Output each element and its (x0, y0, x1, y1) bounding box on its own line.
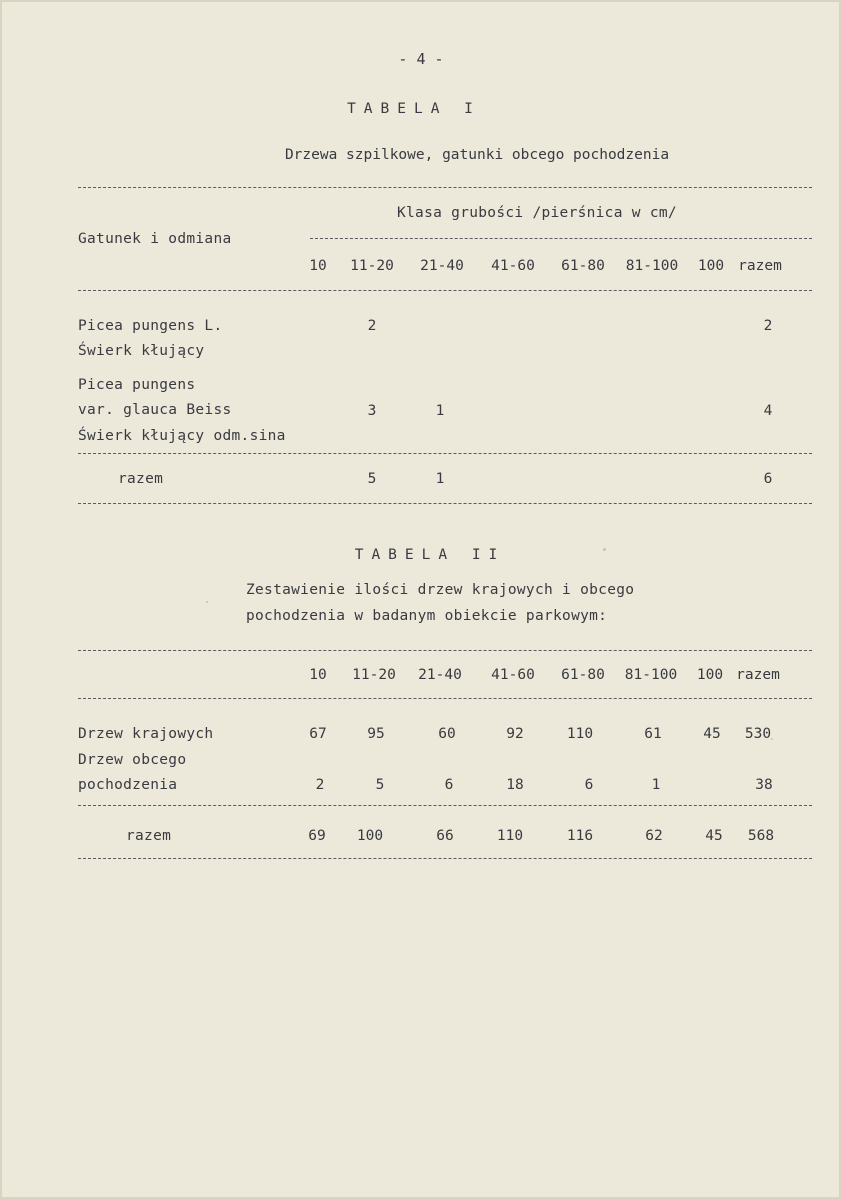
table2-cell: 1 (651, 777, 661, 793)
table1-rule-bottom (78, 503, 812, 504)
table1-total-label: razem (118, 471, 164, 487)
table2-cell: 18 (506, 777, 524, 793)
paper-speck (771, 738, 773, 740)
table2-cell: 92 (506, 726, 524, 742)
table1-row-label: Świerk kłujący (78, 343, 205, 359)
table1-cell: 4 (763, 403, 773, 419)
table2-cell: 67 (309, 726, 327, 742)
table2-total-cell: 116 (566, 828, 594, 844)
table1-total-cell: 1 (435, 471, 445, 487)
table2-total-cell: 45 (705, 828, 723, 844)
table2-row-label: Drzew obcego (78, 752, 187, 768)
table2-cell: 5 (375, 777, 385, 793)
table1-cell: 2 (763, 318, 773, 334)
table1-col-header: 11-20 (350, 258, 394, 274)
table2-cell: 2 (315, 777, 325, 793)
table1-col-header: 21-40 (420, 258, 464, 274)
table2-col-header: 21-40 (418, 667, 462, 683)
table1-cell: 2 (367, 318, 377, 334)
table2-total-cell: 66 (436, 828, 454, 844)
table1-total-cell: 6 (763, 471, 773, 487)
table2-cell: 45 (703, 726, 721, 742)
table2-col-header: 100 (696, 667, 724, 683)
table2-col-header: 11-20 (352, 667, 396, 683)
table2-cell: 6 (584, 777, 594, 793)
table2-col-header: 10 (309, 667, 327, 683)
table2-rule-top (78, 650, 812, 651)
table1-row-label: var. glauca Beiss (78, 402, 232, 418)
table2-cell: 61 (644, 726, 662, 742)
table2-total-label: razem (126, 828, 172, 844)
table2-cell: 38 (755, 777, 773, 793)
table1-cell: 1 (435, 403, 445, 419)
table2-title-line1: Zestawienie ilości drzew krajowych i obcego (246, 582, 635, 598)
table2-row-label: Drzew krajowych (78, 726, 214, 742)
table1-col-group-label: Klasa grubości /pierśnica w cm/ (397, 205, 677, 221)
table2-row-label: pochodzenia (78, 777, 178, 793)
table1-total-cell: 5 (367, 471, 377, 487)
paper-speck (206, 601, 208, 603)
table1-rule-body (78, 453, 812, 454)
table1-col-header: 61-80 (561, 258, 605, 274)
table2-total-cell: 568 (747, 828, 775, 844)
table2-rule-body (78, 805, 812, 806)
table1-row-label: Świerk kłujący odm.sina (78, 428, 286, 444)
table2-title-line2: pochodzenia w badanym obiekcie parkowym: (246, 608, 608, 624)
table2-cell: 60 (438, 726, 456, 742)
table2-total-cell: 62 (645, 828, 663, 844)
table2-rule-header (78, 698, 812, 699)
table2-cell: 530 (744, 726, 772, 742)
table1-rule-top (78, 187, 812, 188)
table2-total-cell: 100 (356, 828, 384, 844)
table2-total-cell: 69 (308, 828, 326, 844)
table2-col-header: 81-100 (624, 667, 678, 683)
table2-cell: 110 (566, 726, 594, 742)
table2-heading: TABELA II (354, 547, 506, 563)
table1-row-header: Gatunek i odmiana (78, 231, 232, 247)
table1-rule-header (78, 290, 812, 291)
table2-cell: 6 (444, 777, 454, 793)
table1-rule-group (310, 238, 812, 239)
table2-col-header: 41-60 (491, 667, 535, 683)
table1-title: Drzewa szpilkowe, gatunki obcego pochodzenia (284, 147, 670, 163)
table1-col-header: 10 (309, 258, 327, 274)
table1-row-label: Picea pungens (78, 377, 196, 393)
table1-col-header: 81-100 (625, 258, 679, 274)
table1-col-header: 100 (697, 258, 725, 274)
table1-cell: 3 (367, 403, 377, 419)
table1-col-header: razem (738, 258, 782, 274)
table2-col-header: razem (736, 667, 780, 683)
table2-cell: 95 (367, 726, 385, 742)
table2-col-header: 61-80 (561, 667, 605, 683)
table1-col-header: 41-60 (491, 258, 535, 274)
table1-heading: TABELA I (347, 101, 481, 117)
table1-row-label: Picea pungens L. (78, 318, 223, 334)
table2-rule-bottom (78, 858, 812, 859)
paper-speck (603, 548, 606, 551)
page-number: - 4 - (398, 50, 444, 68)
table2-total-cell: 110 (496, 828, 524, 844)
